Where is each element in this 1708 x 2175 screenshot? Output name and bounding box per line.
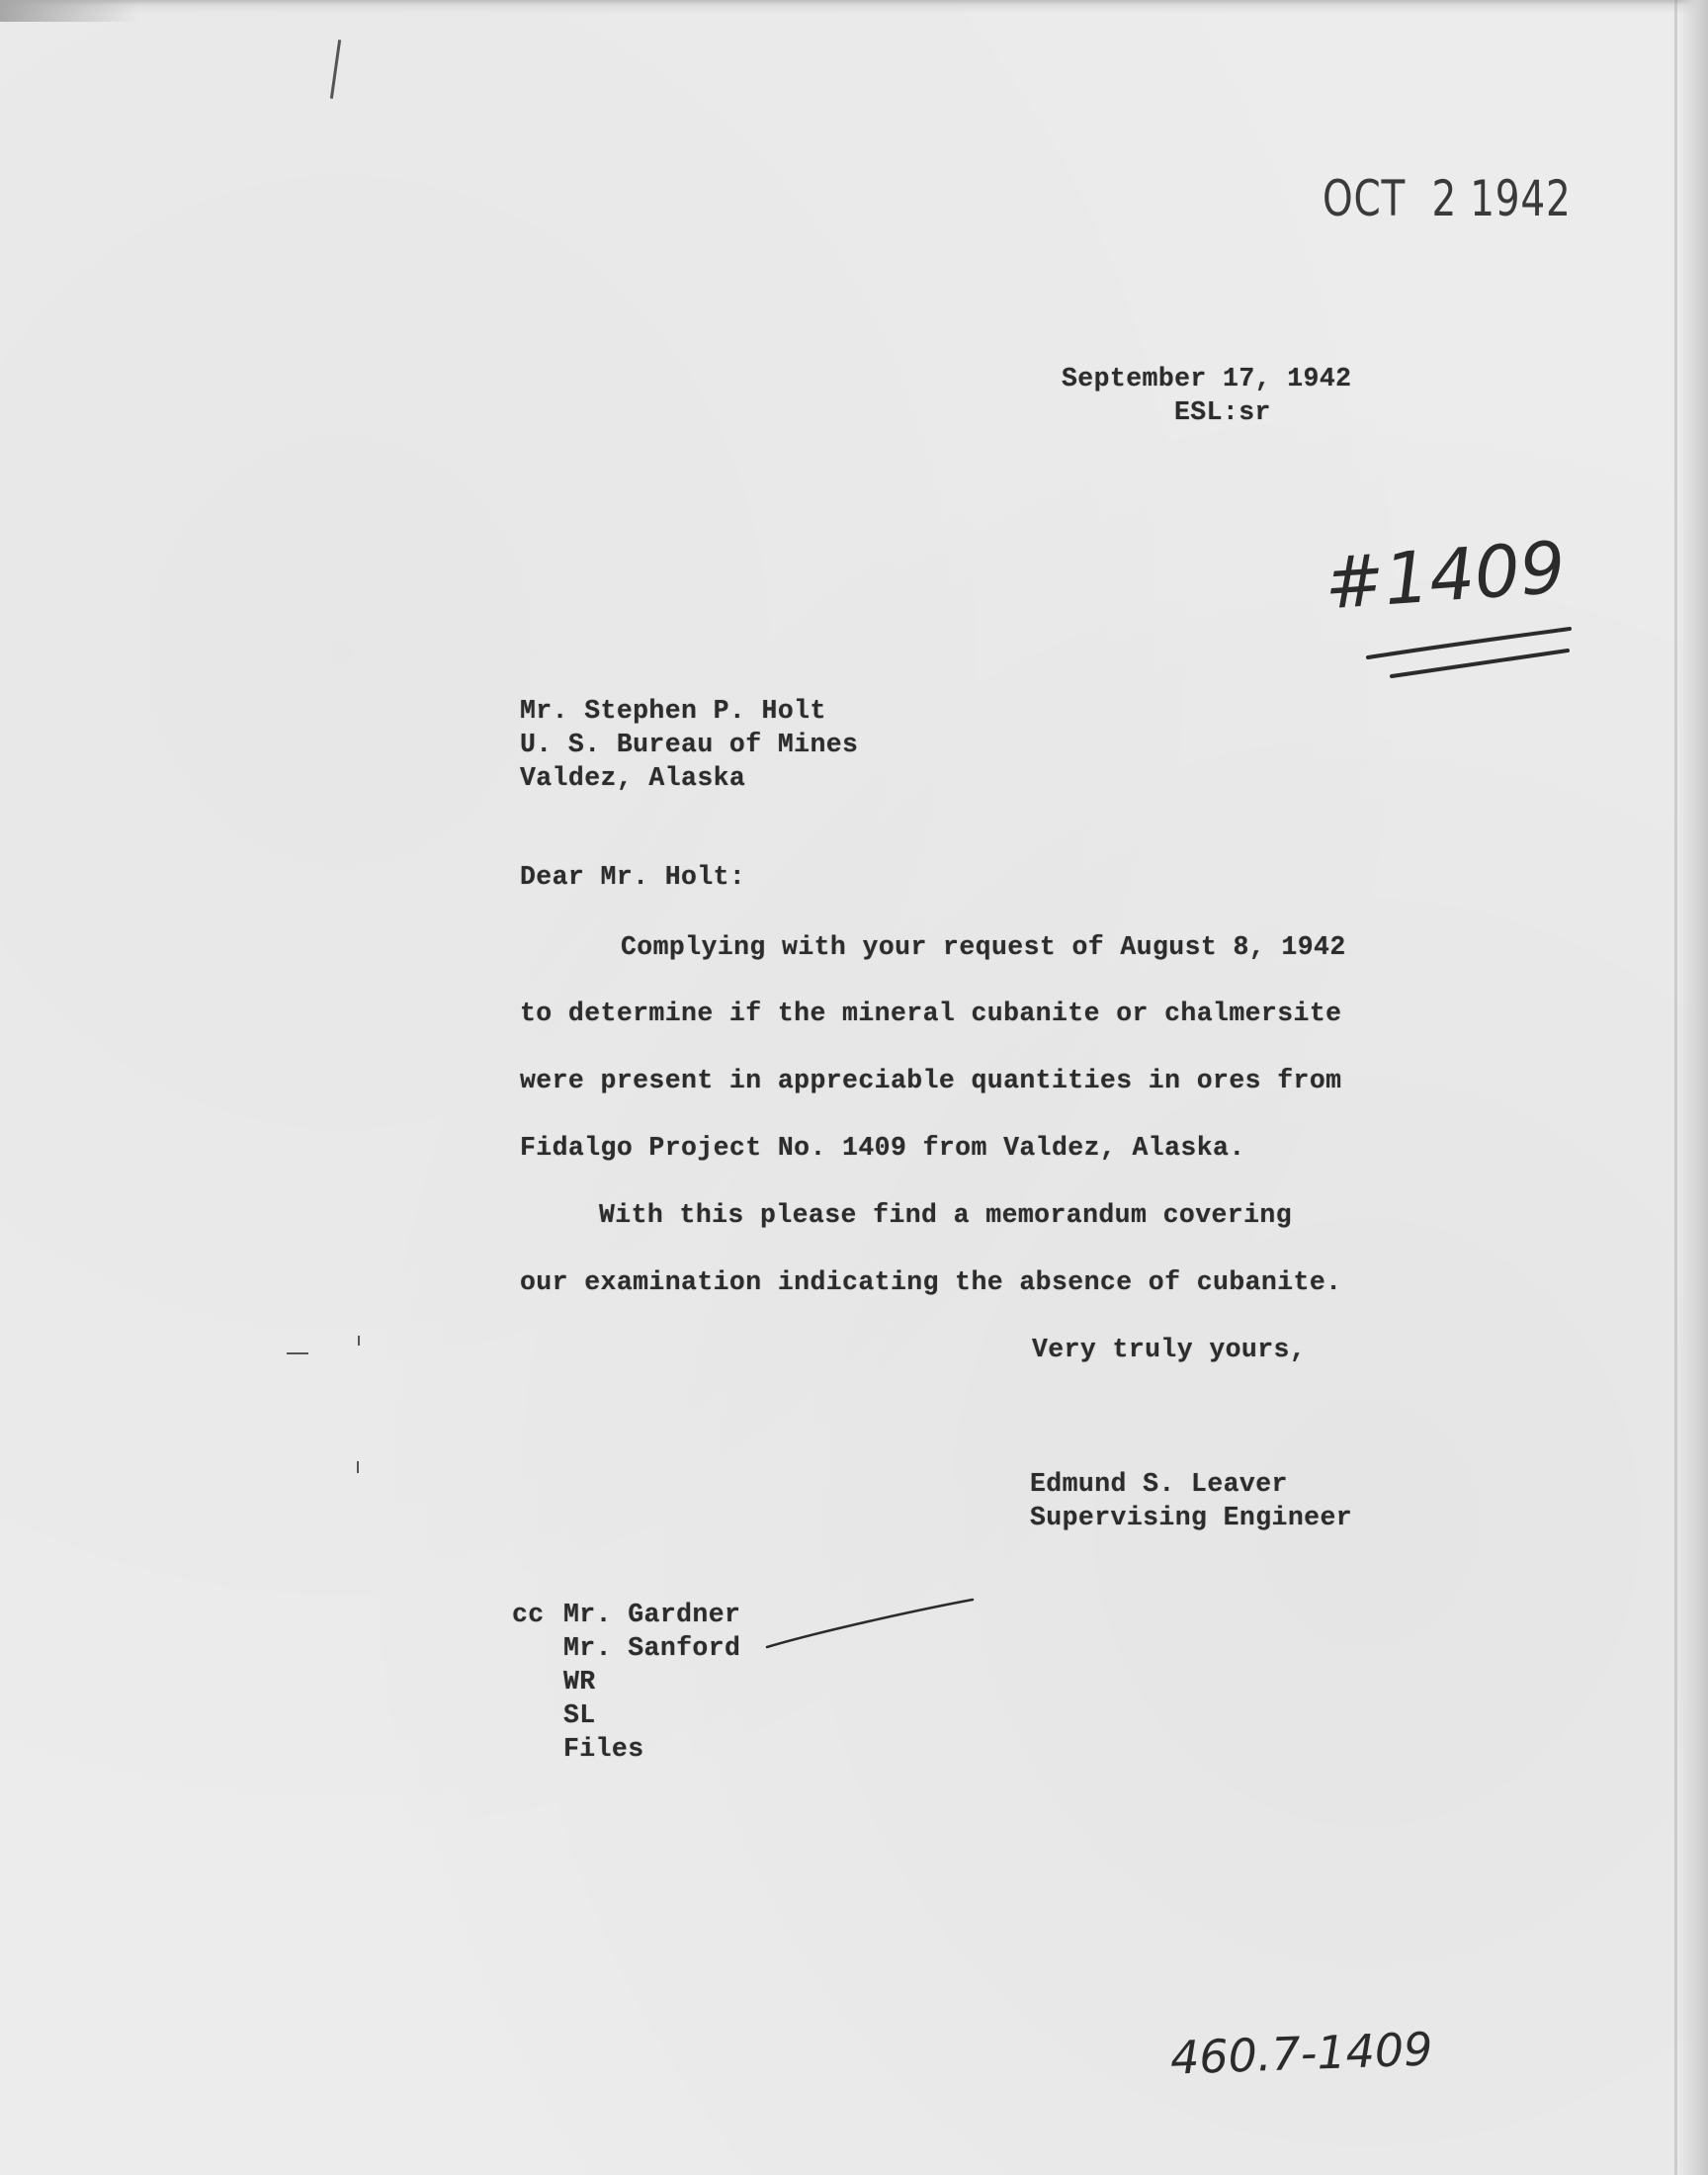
body-paragraph-1-line: Fidalgo Project No. 1409 from Valdez, Alaska.	[520, 1133, 1245, 1163]
handwritten-file-reference: 460.7-1409	[1169, 2022, 1434, 2085]
cc-recipient: Mr. Sanford	[563, 1633, 741, 1663]
body-paragraph-1-line: Complying with your request of August 8, 1942	[621, 932, 1346, 962]
reference-initials: ESL:sr	[1174, 397, 1271, 427]
signer-title: Supervising Engineer	[1030, 1503, 1353, 1532]
cc-recipient: Files	[563, 1734, 644, 1764]
cc-recipient: WR	[563, 1667, 596, 1696]
letter-date: September 17, 1942	[1062, 364, 1352, 393]
recipient-location: Valdez, Alaska	[520, 763, 746, 793]
body-paragraph-2-line: our examination indicating the absence of cubanite.	[520, 1267, 1342, 1297]
recipient-name: Mr. Stephen P. Holt	[520, 696, 826, 726]
cc-recipient: Mr. Gardner	[563, 1600, 741, 1629]
body-paragraph-2-line: With this please find a memorandum covering	[599, 1200, 1293, 1230]
handwritten-file-number: #1409	[1322, 525, 1569, 626]
received-date-stamp: OCT 2 1942	[1323, 170, 1572, 227]
cc-label: cc	[512, 1600, 545, 1629]
body-paragraph-1-line: were present in appreciable quantities in ores from	[520, 1066, 1342, 1095]
signer-name: Edmund S. Leaver	[1030, 1469, 1288, 1499]
salutation: Dear Mr. Holt:	[520, 862, 746, 892]
body-paragraph-1-line: to determine if the mineral cubanite or chalmersite	[520, 999, 1342, 1028]
recipient-organization: U. S. Bureau of Mines	[520, 730, 859, 759]
complimentary-close: Very truly yours,	[1032, 1335, 1307, 1364]
cc-recipient: SL	[563, 1700, 596, 1730]
